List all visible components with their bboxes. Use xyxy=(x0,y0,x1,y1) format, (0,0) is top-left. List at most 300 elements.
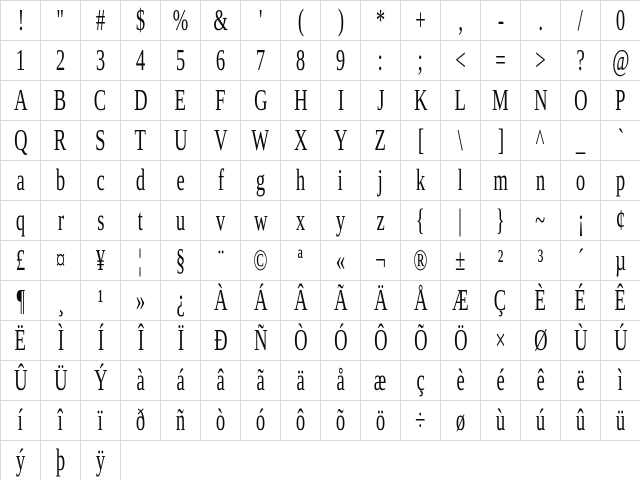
glyph: h xyxy=(295,163,306,197)
glyph: Ö xyxy=(453,323,468,357)
glyph: ª xyxy=(297,243,304,277)
glyph: G xyxy=(253,83,268,117)
glyph: k xyxy=(415,163,426,197)
glyph: r xyxy=(57,203,64,237)
glyph-cell xyxy=(81,41,121,81)
glyph: ² xyxy=(497,243,504,277)
glyph-cell xyxy=(361,201,401,241)
glyph-cell xyxy=(41,281,81,321)
glyph: D xyxy=(133,83,148,117)
glyph: ¥ xyxy=(95,243,106,277)
glyph: Ä xyxy=(373,283,388,317)
glyph-cell xyxy=(161,161,201,201)
glyph-cell xyxy=(481,361,521,401)
glyph: ¿ xyxy=(176,283,185,317)
glyph-cell xyxy=(1,281,41,321)
glyph: 6 xyxy=(215,43,226,77)
glyph: W xyxy=(251,123,270,157)
glyph: Q xyxy=(13,123,28,157)
glyph: % xyxy=(172,3,189,37)
glyph-cell xyxy=(1,441,41,480)
glyph-cell xyxy=(1,81,41,121)
glyph: ) xyxy=(337,3,344,37)
glyph: Õ xyxy=(413,323,428,357)
glyph: ú xyxy=(535,403,546,437)
glyph: » xyxy=(135,283,146,317)
glyph: ¤ xyxy=(55,243,66,277)
glyph-cell xyxy=(241,401,281,441)
glyph-cell xyxy=(401,81,441,121)
glyph-cell xyxy=(81,241,121,281)
glyph-cell xyxy=(201,201,241,241)
glyph: ã xyxy=(256,363,265,397)
glyph-cell xyxy=(361,281,401,321)
glyph-cell xyxy=(441,81,481,121)
glyph: â xyxy=(216,363,225,397)
glyph: o xyxy=(575,163,586,197)
glyph-cell xyxy=(361,41,401,81)
glyph-cell xyxy=(81,121,121,161)
glyph: - xyxy=(497,3,504,37)
glyph-cell xyxy=(401,41,441,81)
glyph: ê xyxy=(536,363,545,397)
glyph-cell xyxy=(81,361,121,401)
glyph: w xyxy=(253,203,268,237)
glyph-cell xyxy=(601,81,640,121)
glyph: È xyxy=(534,283,547,317)
glyph-cell xyxy=(1,321,41,361)
glyph-cell xyxy=(41,41,81,81)
glyph-cell xyxy=(281,81,321,121)
glyph: g xyxy=(255,163,266,197)
glyph: Ë xyxy=(14,323,27,357)
glyph: ï xyxy=(97,403,104,437)
glyph-cell xyxy=(1,121,41,161)
glyph-cell xyxy=(81,441,121,480)
glyph: £ xyxy=(15,243,26,277)
glyph-cell xyxy=(281,401,321,441)
glyph: à xyxy=(136,363,145,397)
glyph-cell xyxy=(441,121,481,161)
glyph: Z xyxy=(374,123,387,157)
glyph-cell xyxy=(361,401,401,441)
glyph: M xyxy=(492,83,509,117)
glyph: 9 xyxy=(335,43,346,77)
glyph: ô xyxy=(295,403,306,437)
glyph-cell xyxy=(281,121,321,161)
glyph: ± xyxy=(455,243,466,277)
glyph-cell xyxy=(281,241,321,281)
glyph: ó xyxy=(255,403,266,437)
glyph-cell xyxy=(481,81,521,121)
glyph: c xyxy=(96,163,105,197)
glyph: @ xyxy=(611,43,630,77)
glyph: ] xyxy=(497,123,504,157)
glyph-cell xyxy=(601,201,640,241)
glyph: À xyxy=(213,283,228,317)
glyph: Í xyxy=(97,323,104,357)
glyph-cell xyxy=(41,1,81,41)
glyph: ¶ xyxy=(16,283,25,317)
glyph: F xyxy=(215,83,226,117)
glyph-cell xyxy=(361,361,401,401)
glyph: { xyxy=(416,203,425,237)
glyph-cell xyxy=(321,321,361,361)
glyph-cell xyxy=(361,241,401,281)
glyph: æ xyxy=(374,363,387,397)
glyph-cell xyxy=(281,41,321,81)
glyph: é xyxy=(496,363,505,397)
glyph: ü xyxy=(615,403,626,437)
glyph-cell xyxy=(281,361,321,401)
glyph: [ xyxy=(417,123,424,157)
glyph: 5 xyxy=(175,43,186,77)
glyph: & xyxy=(213,3,228,37)
glyph: t xyxy=(137,203,144,237)
glyph: T xyxy=(134,123,147,157)
glyph: Y xyxy=(333,123,348,157)
glyph-cell xyxy=(601,321,640,361)
glyph: Á xyxy=(253,283,268,317)
glyph-cell xyxy=(441,161,481,201)
glyph: S xyxy=(95,123,106,157)
glyph-cell xyxy=(201,121,241,161)
glyph-cell xyxy=(561,161,601,201)
glyph-cell xyxy=(401,281,441,321)
glyph-cell xyxy=(361,1,401,41)
glyph: K xyxy=(413,83,428,117)
glyph: Ó xyxy=(333,323,348,357)
glyph: ÿ xyxy=(95,443,106,477)
glyph: s xyxy=(96,203,105,237)
glyph: B xyxy=(54,83,67,117)
glyph-cell xyxy=(121,401,161,441)
glyph-cell xyxy=(1,201,41,241)
glyph-cell xyxy=(121,241,161,281)
glyph-cell xyxy=(521,121,561,161)
glyph-cell xyxy=(201,281,241,321)
glyph-cell xyxy=(201,81,241,121)
glyph: 7 xyxy=(255,43,266,77)
glyph-cell xyxy=(321,401,361,441)
glyph-cell xyxy=(321,161,361,201)
glyph: > xyxy=(535,43,546,77)
glyph-cell xyxy=(601,281,640,321)
glyph: P xyxy=(615,83,626,117)
glyph: ø xyxy=(455,403,466,437)
glyph-cell xyxy=(201,361,241,401)
glyph-cell xyxy=(441,201,481,241)
glyph-cell xyxy=(121,121,161,161)
glyph: ! xyxy=(17,3,24,37)
glyph-cell xyxy=(161,361,201,401)
glyph-cell xyxy=(561,121,601,161)
glyph-cell xyxy=(321,121,361,161)
glyph-cell xyxy=(241,41,281,81)
glyph-cell xyxy=(481,161,521,201)
glyph: 8 xyxy=(295,43,306,77)
glyph: « xyxy=(335,243,346,277)
glyph-cell xyxy=(521,81,561,121)
glyph-cell xyxy=(241,361,281,401)
glyph: ð xyxy=(135,403,146,437)
glyph-cell xyxy=(281,1,321,41)
glyph-cell xyxy=(201,241,241,281)
glyph-cell xyxy=(521,281,561,321)
glyph: ^ xyxy=(536,123,545,157)
glyph: ¬ xyxy=(375,243,386,277)
glyph-cell xyxy=(201,161,241,201)
glyph-cell xyxy=(601,361,640,401)
glyph: b xyxy=(55,163,66,197)
glyph-cell xyxy=(521,161,561,201)
glyph: = xyxy=(495,43,506,77)
glyph-cell xyxy=(441,361,481,401)
glyph-cell xyxy=(241,321,281,361)
glyph: ä xyxy=(296,363,305,397)
glyph-cell xyxy=(561,241,601,281)
glyph-cell xyxy=(401,401,441,441)
glyph: Ø xyxy=(533,323,548,357)
glyph-cell xyxy=(401,321,441,361)
glyph: û xyxy=(575,403,586,437)
glyph-cell xyxy=(521,201,561,241)
glyph: C xyxy=(94,83,107,117)
glyph: × xyxy=(495,323,506,357)
glyph: / xyxy=(577,3,584,37)
glyph: V xyxy=(213,123,228,157)
glyph-cell xyxy=(481,241,521,281)
glyph: m xyxy=(493,163,508,197)
glyph: d xyxy=(135,163,146,197)
glyph-cell xyxy=(321,361,361,401)
glyph-cell xyxy=(1,361,41,401)
glyph: u xyxy=(175,203,186,237)
glyph-cell xyxy=(521,41,561,81)
glyph-cell xyxy=(481,201,521,241)
glyph: è xyxy=(456,363,465,397)
glyph: e xyxy=(176,163,185,197)
glyph: ? xyxy=(576,43,585,77)
glyph-cell xyxy=(121,81,161,121)
glyph: Ê xyxy=(614,283,627,317)
glyph-cell xyxy=(1,401,41,441)
glyph-cell xyxy=(121,1,161,41)
glyph: î xyxy=(57,403,64,437)
glyph: ö xyxy=(375,403,386,437)
glyph-cell xyxy=(521,241,561,281)
glyph-cell xyxy=(281,201,321,241)
glyph-cell xyxy=(161,281,201,321)
glyph: Ñ xyxy=(253,323,268,357)
glyph: $ xyxy=(135,3,146,37)
glyph: R xyxy=(54,123,67,157)
glyph-cell xyxy=(481,1,521,41)
glyph: ù xyxy=(495,403,506,437)
glyph: . xyxy=(538,3,543,37)
glyph: U xyxy=(173,123,188,157)
glyph-cell xyxy=(81,161,121,201)
glyph-cell xyxy=(161,121,201,161)
glyph: * xyxy=(375,3,386,37)
glyph-cell xyxy=(121,41,161,81)
glyph-cell xyxy=(201,41,241,81)
glyph: N xyxy=(533,83,548,117)
glyph: l xyxy=(457,163,464,197)
glyph-cell xyxy=(561,281,601,321)
glyph-cell xyxy=(521,1,561,41)
glyph-cell xyxy=(441,41,481,81)
glyph: ò xyxy=(215,403,226,437)
glyph-cell xyxy=(41,161,81,201)
glyph: Ý xyxy=(93,363,108,397)
glyph-cell xyxy=(241,1,281,41)
glyph: ' xyxy=(258,3,263,37)
glyph-cell xyxy=(481,321,521,361)
glyph-cell xyxy=(561,201,601,241)
glyph-cell xyxy=(121,201,161,241)
glyph: ¹ xyxy=(97,283,104,317)
glyph: á xyxy=(176,363,185,397)
glyph: Ú xyxy=(613,323,628,357)
glyph: y xyxy=(335,203,346,237)
glyph: É xyxy=(574,283,587,317)
glyph: ñ xyxy=(175,403,186,437)
glyph: x xyxy=(295,203,306,237)
glyph: p xyxy=(615,163,626,197)
glyph-cell xyxy=(401,161,441,201)
glyph-cell xyxy=(441,281,481,321)
glyph: a xyxy=(16,163,25,197)
glyph: µ xyxy=(615,243,626,277)
glyph-cell xyxy=(521,321,561,361)
glyph: ~ xyxy=(535,203,546,237)
glyph: A xyxy=(13,83,28,117)
glyph: O xyxy=(573,83,588,117)
glyph-cell xyxy=(321,241,361,281)
glyph-cell xyxy=(1,241,41,281)
glyph: ý xyxy=(15,443,26,477)
glyph-cell xyxy=(241,121,281,161)
glyph: þ xyxy=(55,443,66,477)
glyph-cell xyxy=(241,81,281,121)
glyph: ³ xyxy=(537,243,544,277)
glyph-cell xyxy=(321,41,361,81)
glyph-cell xyxy=(1,41,41,81)
glyph: Î xyxy=(137,323,144,357)
glyph-cell xyxy=(561,321,601,361)
glyph-cell xyxy=(121,161,161,201)
glyph: ; xyxy=(417,43,424,77)
glyph: 2 xyxy=(55,43,66,77)
glyph-cell xyxy=(41,321,81,361)
glyph: ¸ xyxy=(57,283,64,317)
glyph-cell xyxy=(401,361,441,401)
glyph-cell xyxy=(121,361,161,401)
glyph: 0 xyxy=(615,3,626,37)
glyph: 4 xyxy=(135,43,146,77)
glyph-cell xyxy=(321,201,361,241)
glyph-cell xyxy=(361,321,401,361)
glyph: ¢ xyxy=(615,203,626,237)
glyph: E xyxy=(174,83,187,117)
glyph-cell xyxy=(601,121,640,161)
glyph-cell xyxy=(161,81,201,121)
glyph: õ xyxy=(335,403,346,437)
glyph-cell xyxy=(361,121,401,161)
glyph: Ï xyxy=(177,323,184,357)
glyph: } xyxy=(496,203,505,237)
glyph: Ì xyxy=(57,323,64,357)
glyph-cell xyxy=(521,401,561,441)
glyph-cell xyxy=(241,201,281,241)
glyph-cell xyxy=(441,401,481,441)
glyph-cell xyxy=(241,281,281,321)
glyph: f xyxy=(217,163,224,197)
glyph-cell xyxy=(401,1,441,41)
glyph-cell xyxy=(321,1,361,41)
glyph: # xyxy=(95,3,106,37)
glyph-cell xyxy=(201,1,241,41)
glyph: § xyxy=(175,243,186,277)
glyph: + xyxy=(415,3,426,37)
glyph: Å xyxy=(413,283,428,317)
glyph-cell xyxy=(41,241,81,281)
glyph: ÷ xyxy=(415,403,426,437)
glyph-cell xyxy=(481,41,521,81)
glyph: ´ xyxy=(577,243,584,277)
glyph-cell xyxy=(361,81,401,121)
glyph-cell xyxy=(401,121,441,161)
glyph: © xyxy=(253,243,268,277)
glyph: v xyxy=(215,203,226,237)
glyph: Ð xyxy=(213,323,228,357)
glyph-cell xyxy=(601,241,640,281)
glyph-cell xyxy=(601,401,640,441)
glyph-cell xyxy=(161,1,201,41)
glyph: Ô xyxy=(373,323,388,357)
glyph-cell xyxy=(321,281,361,321)
glyph: z xyxy=(376,203,385,237)
glyph: I xyxy=(337,83,344,117)
glyph-cell xyxy=(401,201,441,241)
glyph: _ xyxy=(575,123,586,157)
glyph-cell xyxy=(81,401,121,441)
glyph-cell xyxy=(41,121,81,161)
glyph: ` xyxy=(617,123,624,157)
glyph: ¡ xyxy=(577,203,584,237)
glyph-cell xyxy=(81,201,121,241)
glyph-cell xyxy=(201,321,241,361)
glyph-cell xyxy=(561,361,601,401)
glyph-cell xyxy=(161,41,201,81)
glyph: X xyxy=(293,123,308,157)
glyph: j xyxy=(377,163,384,197)
glyph-cell xyxy=(481,121,521,161)
glyph-cell xyxy=(81,321,121,361)
glyph-cell xyxy=(601,161,640,201)
glyph-cell xyxy=(561,41,601,81)
glyph-cell xyxy=(41,361,81,401)
glyph: ( xyxy=(297,3,304,37)
glyph: Ã xyxy=(333,283,348,317)
glyph: L xyxy=(454,83,467,117)
glyph-cell xyxy=(161,401,201,441)
glyph: 3 xyxy=(95,43,106,77)
glyph-cell xyxy=(401,241,441,281)
glyph: , xyxy=(458,3,463,37)
glyph: \ xyxy=(457,123,464,157)
